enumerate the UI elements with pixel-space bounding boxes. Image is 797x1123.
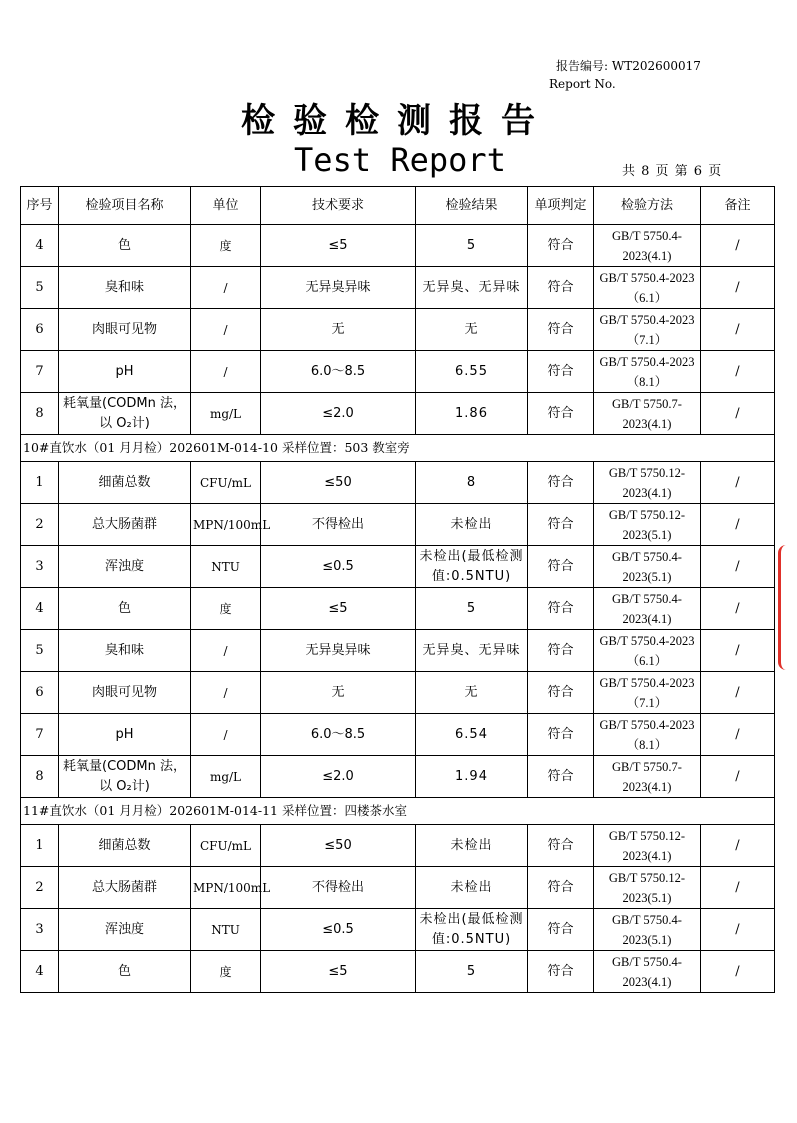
cell-judge: 符合 [528, 714, 594, 756]
cell-note: / [701, 462, 775, 504]
col-header-result: 检验结果 [416, 187, 528, 225]
cell-item: 耗氧量(CODMn 法，以 O₂计) [59, 756, 191, 798]
cell-result: 5 [416, 588, 528, 630]
table-row [21, 672, 775, 714]
table-row [21, 351, 775, 393]
cell-item: 浑浊度 [59, 546, 191, 588]
cell-method: GB/T 5750.12-2023(4.1) [594, 462, 701, 504]
cell-note: / [701, 504, 775, 546]
cell-result: 1.86 [416, 393, 528, 435]
cell-req: 无 [261, 672, 416, 714]
cell-judge: 符合 [528, 267, 594, 309]
cell-unit: NTU [191, 909, 261, 951]
cell-judge: 符合 [528, 309, 594, 351]
cell-unit: mg/L [191, 393, 261, 435]
cell-req: ≤50 [261, 462, 416, 504]
cell-judge: 符合 [528, 462, 594, 504]
cell-no: 4 [21, 951, 59, 993]
cell-method: GB/T 5750.12-2023(4.1) [594, 825, 701, 867]
cell-note: / [701, 909, 775, 951]
cell-method: GB/T 5750.4-2023（8.1） [594, 714, 701, 756]
cell-judge: 符合 [528, 630, 594, 672]
table-row [21, 309, 775, 351]
cell-item: 臭和味 [59, 630, 191, 672]
col-header-judge: 单项判定 [528, 187, 594, 225]
cell-method: GB/T 5750.12-2023(5.1) [594, 504, 701, 546]
table-row [21, 267, 775, 309]
cell-method: GB/T 5750.4-2023（6.1） [594, 630, 701, 672]
cell-note: / [701, 825, 775, 867]
cell-unit: 度 [191, 225, 261, 267]
cell-result: 8 [416, 462, 528, 504]
cell-item: 耗氧量(CODMn 法，以 O₂计) [59, 393, 191, 435]
cell-method: GB/T 5750.12-2023(5.1) [594, 867, 701, 909]
cell-judge: 符合 [528, 504, 594, 546]
cell-no: 6 [21, 309, 59, 351]
cell-item: 细菌总数 [59, 462, 191, 504]
cell-no: 8 [21, 393, 59, 435]
cell-unit: / [191, 630, 261, 672]
cell-result: 未检出(最低检测值:0.5NTU) [416, 909, 528, 951]
cell-req: 无异臭异味 [261, 630, 416, 672]
table-row [21, 714, 775, 756]
cell-item: 色 [59, 951, 191, 993]
report-number [549, 57, 701, 93]
cell-result: 6.55 [416, 351, 528, 393]
cell-method: GB/T 5750.4-2023(5.1) [594, 546, 701, 588]
cell-item: 浑浊度 [59, 909, 191, 951]
cell-result: 无 [416, 309, 528, 351]
cell-method: GB/T 5750.4-2023(5.1) [594, 909, 701, 951]
cell-unit: NTU [191, 546, 261, 588]
table-row [21, 462, 775, 504]
cell-method: GB/T 5750.4-2023（8.1） [594, 351, 701, 393]
cell-req: 6.0～8.5 [261, 351, 416, 393]
cell-note: / [701, 756, 775, 798]
cell-no: 3 [21, 909, 59, 951]
cell-note: / [701, 951, 775, 993]
cell-method: GB/T 5750.4-2023(4.1) [594, 225, 701, 267]
cell-no: 5 [21, 267, 59, 309]
cell-method: GB/T 5750.7-2023(4.1) [594, 393, 701, 435]
cell-method: GB/T 5750.4-2023(4.1) [594, 951, 701, 993]
cell-judge: 符合 [528, 393, 594, 435]
cell-result: 无异臭、无异味 [416, 630, 528, 672]
col-header-no: 序号 [21, 187, 59, 225]
cell-unit: / [191, 267, 261, 309]
cell-judge: 符合 [528, 225, 594, 267]
cell-no: 5 [21, 630, 59, 672]
cell-no: 1 [21, 825, 59, 867]
cell-unit: CFU/mL [191, 825, 261, 867]
report-number-label-en: Report No. [549, 77, 616, 91]
cell-no: 7 [21, 351, 59, 393]
cell-judge: 符合 [528, 546, 594, 588]
table-row [21, 909, 775, 951]
table-row [21, 546, 775, 588]
cell-result: 1.94 [416, 756, 528, 798]
cell-note: / [701, 393, 775, 435]
cell-result: 5 [416, 225, 528, 267]
col-header-method: 检验方法 [594, 187, 701, 225]
cell-judge: 符合 [528, 351, 594, 393]
table-row [21, 393, 775, 435]
cell-unit: mg/L [191, 756, 261, 798]
page-title-en: Test Report [294, 141, 506, 179]
cell-unit: 度 [191, 951, 261, 993]
table-row [21, 867, 775, 909]
col-header-note: 备注 [701, 187, 775, 225]
cell-result: 未检出 [416, 504, 528, 546]
cell-judge: 符合 [528, 867, 594, 909]
cell-judge: 符合 [528, 672, 594, 714]
cell-method: GB/T 5750.7-2023(4.1) [594, 756, 701, 798]
cell-note: / [701, 225, 775, 267]
cell-item: 细菌总数 [59, 825, 191, 867]
cell-req: 6.0～8.5 [261, 714, 416, 756]
cell-unit: / [191, 309, 261, 351]
cell-unit: / [191, 351, 261, 393]
table-row [21, 756, 775, 798]
section-label: 11#直饮水（01 月月检）202601M-014-11 采样位置：四楼茶水室 [21, 798, 775, 825]
cell-req: ≤0.5 [261, 546, 416, 588]
cell-req: ≤5 [261, 225, 416, 267]
cell-result: 未检出 [416, 825, 528, 867]
cell-no: 8 [21, 756, 59, 798]
cell-item: 肉眼可见物 [59, 672, 191, 714]
cell-item: 色 [59, 225, 191, 267]
cell-req: 无 [261, 309, 416, 351]
cell-unit: MPN/100mL [191, 867, 261, 909]
cell-judge: 符合 [528, 588, 594, 630]
cell-method: GB/T 5750.4-2023（6.1） [594, 267, 701, 309]
cell-unit: / [191, 672, 261, 714]
cell-note: / [701, 672, 775, 714]
table-row [21, 225, 775, 267]
cell-no: 6 [21, 672, 59, 714]
cell-note: / [701, 546, 775, 588]
cell-unit: CFU/mL [191, 462, 261, 504]
table-row [21, 825, 775, 867]
cell-note: / [701, 630, 775, 672]
cell-item: pH [59, 351, 191, 393]
cell-method: GB/T 5750.4-2023(4.1) [594, 588, 701, 630]
section-row [21, 798, 775, 825]
cell-req: 不得检出 [261, 867, 416, 909]
cell-note: / [701, 267, 775, 309]
cell-note: / [701, 867, 775, 909]
cell-req: ≤2.0 [261, 393, 416, 435]
cell-judge: 符合 [528, 951, 594, 993]
col-header-req: 技术要求 [261, 187, 416, 225]
cell-item: 色 [59, 588, 191, 630]
cell-item: 总大肠菌群 [59, 504, 191, 546]
cell-judge: 符合 [528, 756, 594, 798]
cell-item: 臭和味 [59, 267, 191, 309]
results-table [20, 186, 775, 993]
table-header-row [21, 187, 775, 225]
col-header-unit: 单位 [191, 187, 261, 225]
seal-stamp-edge [778, 545, 797, 670]
cell-result: 无 [416, 672, 528, 714]
cell-req: ≤0.5 [261, 909, 416, 951]
cell-item: 肉眼可见物 [59, 309, 191, 351]
cell-no: 3 [21, 546, 59, 588]
cell-no: 2 [21, 504, 59, 546]
cell-method: GB/T 5750.4-2023（7.1） [594, 309, 701, 351]
cell-item: 总大肠菌群 [59, 867, 191, 909]
cell-req: ≤50 [261, 825, 416, 867]
cell-result: 5 [416, 951, 528, 993]
cell-req: ≤5 [261, 951, 416, 993]
cell-result: 无异臭、无异味 [416, 267, 528, 309]
cell-judge: 符合 [528, 825, 594, 867]
cell-req: 无异臭异味 [261, 267, 416, 309]
section-label: 10#直饮水（01 月月检）202601M-014-10 采样位置：503 教室旁 [21, 435, 775, 462]
cell-unit: / [191, 714, 261, 756]
cell-method: GB/T 5750.4-2023（7.1） [594, 672, 701, 714]
cell-judge: 符合 [528, 909, 594, 951]
page-title-cn: 检验检测报告 [241, 101, 553, 141]
cell-note: / [701, 309, 775, 351]
table-row [21, 630, 775, 672]
table-row [21, 588, 775, 630]
cell-no: 4 [21, 588, 59, 630]
cell-item: pH [59, 714, 191, 756]
cell-no: 7 [21, 714, 59, 756]
cell-result: 未检出 [416, 867, 528, 909]
col-header-item: 检验项目名称 [59, 187, 191, 225]
section-row [21, 435, 775, 462]
table-row [21, 504, 775, 546]
cell-req: ≤5 [261, 588, 416, 630]
cell-no: 4 [21, 225, 59, 267]
cell-result: 未检出(最低检测值:0.5NTU) [416, 546, 528, 588]
cell-unit: MPN/100mL [191, 504, 261, 546]
cell-no: 1 [21, 462, 59, 504]
cell-req: ≤2.0 [261, 756, 416, 798]
cell-result: 6.54 [416, 714, 528, 756]
page-indicator: 共 8 页 第 6 页 [622, 164, 723, 179]
cell-no: 2 [21, 867, 59, 909]
table-row [21, 951, 775, 993]
cell-note: / [701, 351, 775, 393]
cell-req: 不得检出 [261, 504, 416, 546]
cell-note: / [701, 714, 775, 756]
cell-note: / [701, 588, 775, 630]
report-number-label: 报告编号: WT202600017 [556, 59, 701, 73]
cell-unit: 度 [191, 588, 261, 630]
